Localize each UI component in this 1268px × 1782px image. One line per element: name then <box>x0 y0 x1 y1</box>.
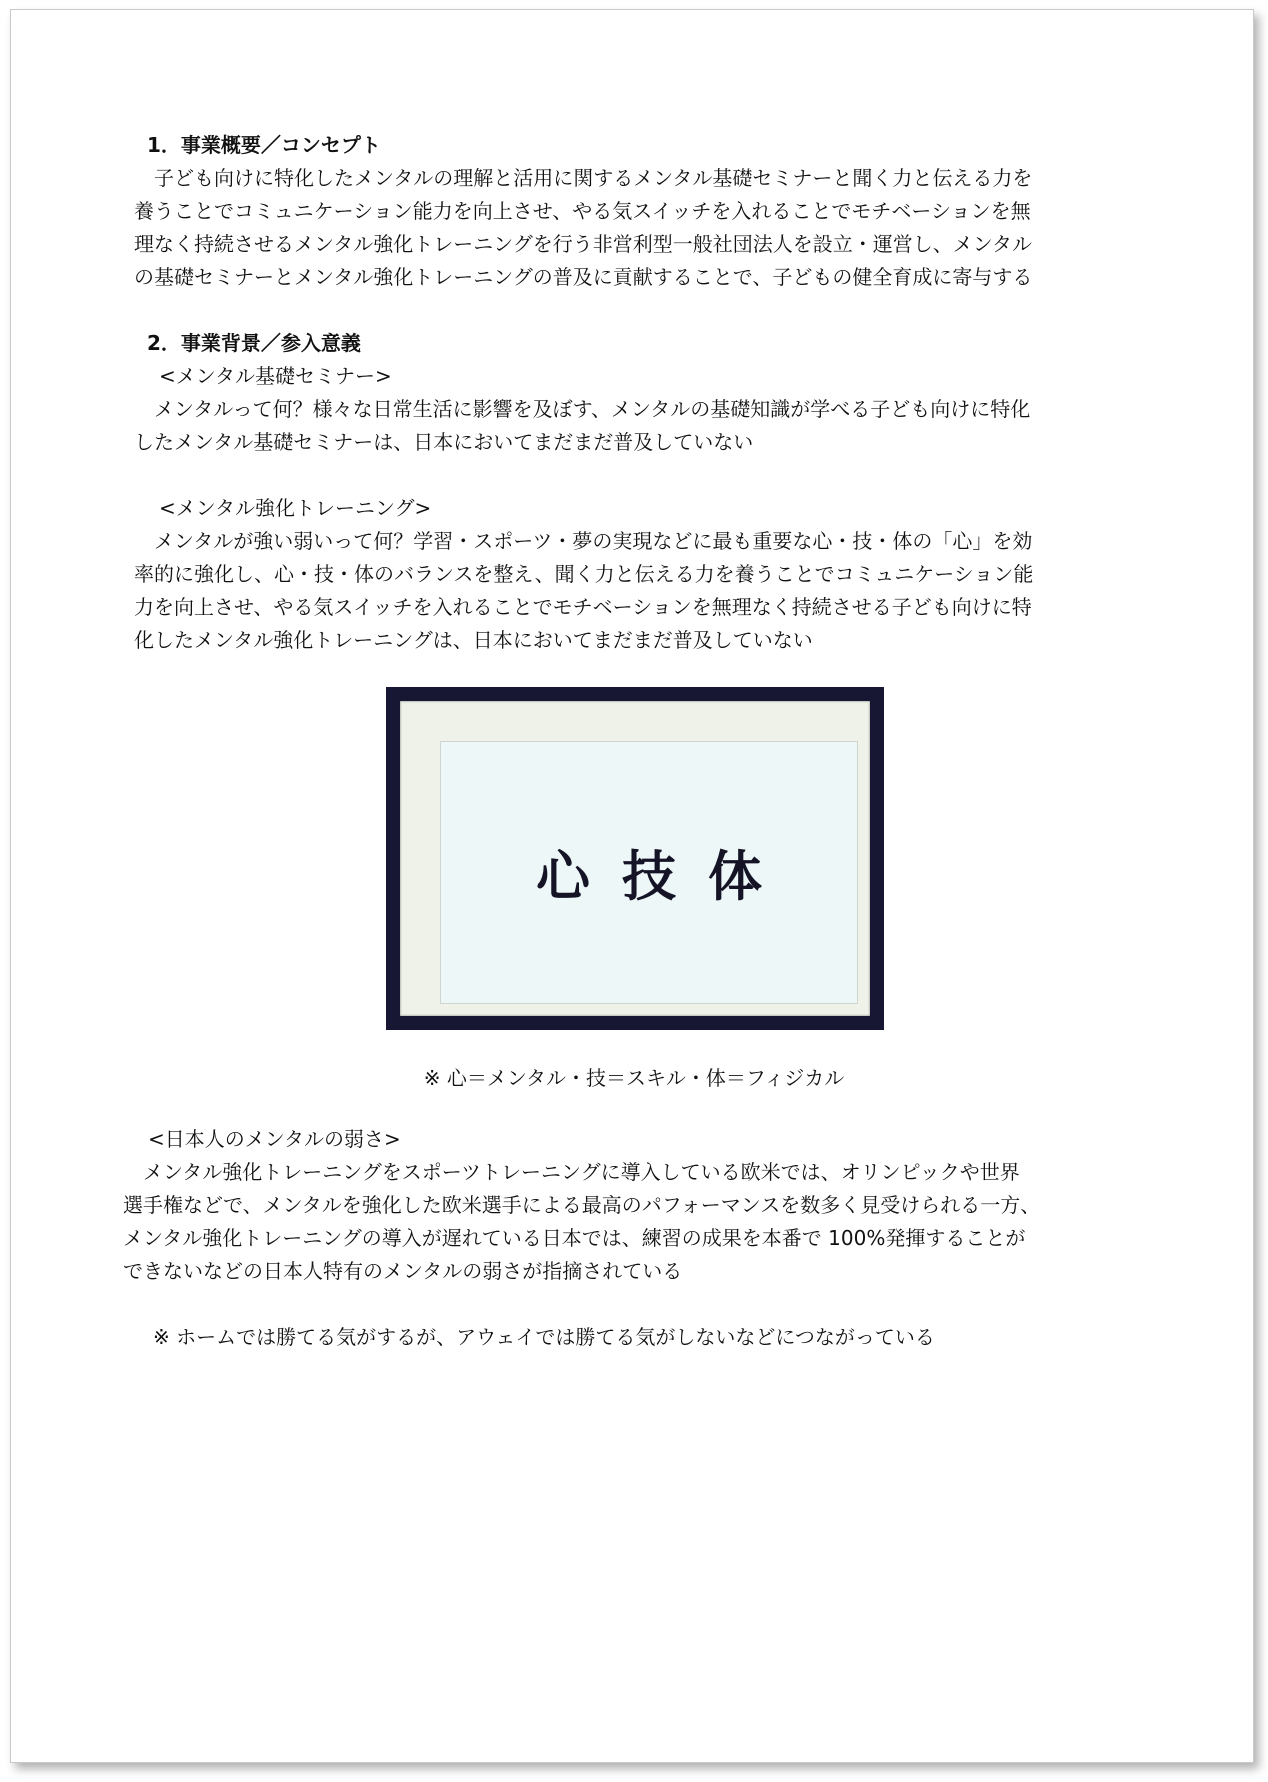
char-gi: 技 <box>622 844 676 908</box>
calligraphy-frame <box>386 687 884 1030</box>
seminar-line: したメンタル基礎セミナーは、日本においてまだまだ普及していない <box>134 430 754 454</box>
seminar-line: メンタルって何？様々な日常生活に影響を及ぼす、メンタルの基礎知識が学べる子ども向けに特化 <box>154 397 1031 421</box>
calligraphy-text <box>441 742 857 1003</box>
lower-content <box>123 1123 1143 1354</box>
weakness-line: できないなどの日本人特有のメンタルの弱さが指摘されている <box>123 1259 683 1283</box>
section1-heading: 1．事業概要／コンセプト <box>147 133 381 157</box>
training-line: 率的に強化し、心・技・体のバランスを整え、聞く力と伝える力を養うことでコミュニケーション能 <box>134 562 1034 586</box>
section1-line: 理なく持続させるメンタル強化トレーニングを行う非営利型一般社団法人を設立・運営し、メンタル <box>134 232 1032 256</box>
upper-content <box>134 128 1144 657</box>
training-line: 化したメンタル強化トレーニングは、日本においてまだまだ普及していない <box>134 628 813 652</box>
section2-heading: 2．事業背景／参入意義 <box>147 331 361 355</box>
frame-canvas <box>440 741 858 1004</box>
weakness-line: メンタル強化トレーニングの導入が遅れている日本では、練習の成果を本番で 100%発揮することが <box>123 1226 1026 1250</box>
training-line: メンタルが強い弱いって何？学習・スポーツ・夢の実現などに最も重要な心・技・体の「心」を効 <box>154 529 1033 553</box>
char-tai: 体 <box>708 844 762 908</box>
section1-body <box>134 162 1144 294</box>
seminar-subtitle: <メンタル基礎セミナー> <box>159 364 392 388</box>
section1-line: 子ども向けに特化したメンタルの理解と活用に関するメンタル基礎セミナーと聞く力と伝える力を <box>154 166 1033 190</box>
footnote: ※ ホームでは勝てる気がするが、アウェイでは勝てる気がしないなどにつながっている <box>153 1325 935 1349</box>
weakness-line: メンタル強化トレーニングをスポーツトレーニングに導入している欧米では、オリンピックや世界 <box>143 1160 1020 1184</box>
frame-caption: ※ 心＝メンタル・技＝スキル・体＝フィジカル <box>423 1066 845 1090</box>
section1-line: の基礎セミナーとメンタル強化トレーニングの普及に貢献することで、子どもの健全育成に寄与する <box>134 265 1033 289</box>
frame-mat <box>400 701 870 1016</box>
weakness-subtitle: <日本人のメンタルの弱さ> <box>148 1127 401 1151</box>
char-shin: 心 <box>536 844 590 908</box>
section1-line: 養うことでコミュニケーション能力を向上させ、やる気スイッチを入れることでモチベーションを無 <box>134 199 1031 223</box>
training-subtitle: <メンタル強化トレーニング> <box>159 496 432 520</box>
weakness-line: 選手権などで、メンタルを強化した欧米選手による最高のパフォーマンスを数多く見受けられる一方、 <box>123 1193 1041 1217</box>
training-line: 力を向上させ、やる気スイッチを入れることでモチベーションを無理なく持続させる子ども向けに特 <box>134 595 1032 619</box>
